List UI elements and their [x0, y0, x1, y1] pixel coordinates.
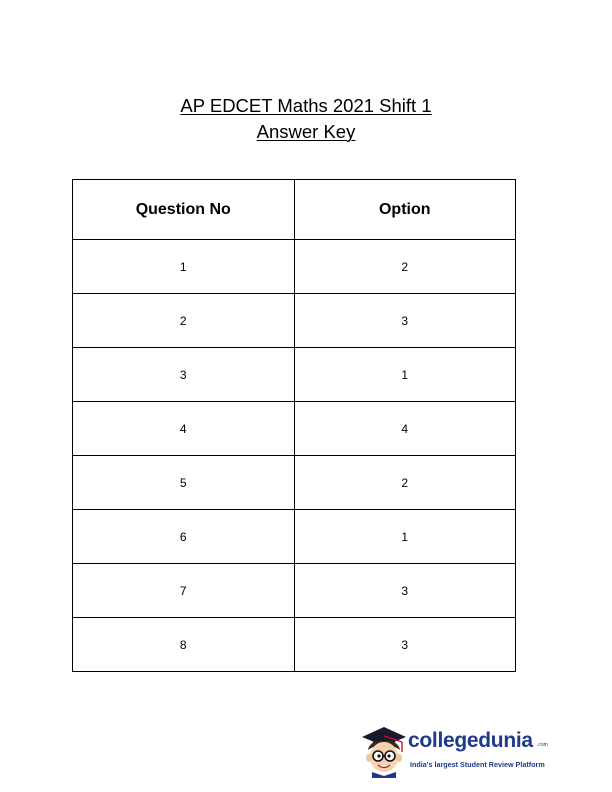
document-title — [0, 93, 612, 145]
collegedunia-logo — [358, 722, 558, 782]
table-row — [73, 564, 516, 618]
title-line-1: AP EDCET Maths 2021 Shift 1 — [180, 95, 432, 116]
student-mascot-icon — [358, 722, 410, 778]
option-cell: 2 — [294, 240, 516, 294]
table-row — [73, 510, 516, 564]
question-number-cell: 2 — [73, 294, 295, 348]
question-number-cell: 6 — [73, 510, 295, 564]
logo-tagline: India's largest Student Review Platform — [410, 760, 545, 769]
option-cell: 1 — [294, 510, 516, 564]
option-cell: 4 — [294, 402, 516, 456]
table-row — [73, 348, 516, 402]
question-number-cell: 1 — [73, 240, 295, 294]
question-number-cell: 5 — [73, 456, 295, 510]
header-option: Option — [294, 180, 516, 240]
option-cell: 2 — [294, 456, 516, 510]
header-question-no: Question No — [73, 180, 295, 240]
table-row — [73, 618, 516, 672]
question-number-cell: 7 — [73, 564, 295, 618]
table-row — [73, 240, 516, 294]
table-row — [73, 402, 516, 456]
question-number-cell: 4 — [73, 402, 295, 456]
logo-wordmark: collegedunia — [408, 729, 533, 752]
table-row — [73, 456, 516, 510]
option-cell: 3 — [294, 564, 516, 618]
logo-dotcom: .com — [537, 742, 548, 748]
title-line-2: Answer Key — [256, 121, 356, 142]
table-header-row — [73, 180, 516, 240]
option-cell: 1 — [294, 348, 516, 402]
table-row — [73, 294, 516, 348]
answer-key-table — [72, 179, 516, 672]
question-number-cell: 3 — [73, 348, 295, 402]
question-number-cell: 8 — [73, 618, 295, 672]
option-cell: 3 — [294, 294, 516, 348]
option-cell: 3 — [294, 618, 516, 672]
